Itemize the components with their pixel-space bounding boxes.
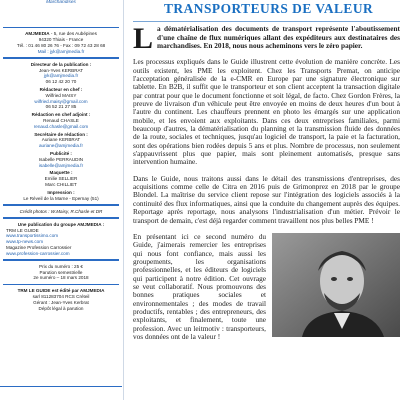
secretary-block (0, 131, 122, 150)
layout-name-2: Marc CHILLIET (45, 181, 77, 187)
author-photo (272, 233, 400, 337)
article-body (133, 22, 400, 341)
publisher-phone: Tél. : 01 46 80 26 76 - Fax : 09 72 43 28 68 (16, 42, 106, 48)
masthead-sidebar (0, 0, 122, 400)
director-block (0, 61, 122, 86)
printer-heading: Impression : (47, 189, 75, 195)
advertising-name: Isabelle PERRAUDIN (38, 156, 84, 162)
printer-block (0, 189, 122, 203)
director-name: Jean-Yves KERBRAT (38, 67, 84, 73)
group-item: TRM LE GUIDE (6, 227, 39, 233)
publisher-email[interactable]: Mail : jyk@amjmedia.fr (37, 48, 85, 54)
edited-by-2: sarl 811283704 RCS Créteil (32, 294, 90, 300)
group-item[interactable]: www.profession-carrossier.com (6, 250, 70, 256)
article-lead (133, 22, 400, 56)
staff-editor-heading: Rédaction en chef adjoint : (31, 112, 91, 118)
divider (3, 259, 119, 260)
advertising-heading: Publicité : (50, 150, 72, 156)
publisher-block (0, 30, 122, 55)
advertising-email[interactable]: isabelle@amjmedia.fr (38, 162, 84, 168)
secretary-name: Auriane KERBRAT (41, 137, 81, 143)
article-title: TRANSPORTEURS DE VALEUR (164, 1, 374, 16)
layout-name-1: Emilie SELLIER (44, 176, 78, 182)
edited-by-3: Gérant : Jean-Yves Kerbrat (33, 300, 89, 306)
director-phone: 06 12 42 20 70 (45, 79, 77, 85)
staff-editor-name: Renaud CHASLE (43, 117, 79, 123)
editor-email[interactable]: wilfried.maisy@gmail.com (34, 98, 88, 104)
editor-phone: 06 52 21 27 85 (45, 104, 77, 110)
group-block (0, 221, 122, 258)
secretary-email[interactable]: auriane@amjmedia.fr (39, 143, 83, 149)
staff-editor-email[interactable]: renaud.chasle@gmail.com (33, 123, 89, 129)
periodicity-1: Parution semestrielle (39, 269, 83, 275)
editorial-article (133, 0, 400, 400)
sidebar-footer-bar (0, 386, 122, 400)
advertising-block (0, 150, 122, 169)
director-heading: Directeur de la publication : (30, 61, 92, 67)
editor-name: Wilfried MAISY (45, 92, 77, 98)
price-block (0, 263, 122, 282)
logo-subtitle: Marchandises (46, 0, 76, 5)
edited-by-1: TRM LE GUIDE est édité par AMJMEDIA (17, 288, 105, 294)
article-paragraph: Dans le Guide, nous traitons aussi dans le détail des transmissions d'entreprises, des acquisitions comme celle de Citra en 2016 puis de Grimonprez en 2018 par le groupe Blondel. La maîtrise du service client repose sur l'intégration des logiciels associés à la continuité des flux informatiques, ainsi que la conduite du changement auprès des équipes. Reportage après reportage, nous analysons l'industrialisation d'un métier. Prévoir le transport de demain, c'est déjà regarder comment travaillent nos plus belles PME ! (133, 173, 400, 225)
divider (3, 204, 119, 205)
price: Prix du numéro : 25 € (39, 263, 83, 269)
article-paragraph: En présentant ici ce second numéro du Guide, j'aimerais remercier les entreprises qui nous font confiance, mais aussi les groupements, les organisations professionnelles, et les éditeurs de logiciels qui participent à notre édition. Cet ouvrage se veut collaboratif. Nous promouvons des bonnes pratiques sociales et environnementales ; des modes de travail productifs, rentables ; des entrepreneurs, des exploitants, et finalement, toute une profession. Avec un leitmotiv : transporteurs, vos données ont de la valeur ! (133, 231, 266, 341)
group-heading: Une publication du groupe AMJMEDIA : (17, 221, 105, 227)
drop-cap: L (133, 22, 154, 56)
edited-by-4: Dépôt légal à parution (38, 305, 84, 311)
closing-section (133, 233, 400, 341)
article-paragraph: Les processus expliqués dans le Guide illustrent cette évolution de manière concrète. Les outils existent, les PME les exploitent. Chez les Transports Premat, on anticipe l'acceptation généralisée de la e-CMR en Europe par une signature électronique sur tablette. En B2B, il suffit que le transporteur et son client acceptent la transaction digitale par contrat pour que le document fonctionne et soit légal, de facto. Chez Gordon Frères, la preuve de livraison d'un véhicule peut être envoyée en moins de deux heures d'un bout à l'autre du continent. Les chauffeurs prennent en photo les émargés sur une application mobile, et les envoient aux exploitants. Dans ces deux entreprises familiales, parmi beaucoup d'autres, la dématérialisation du planning et la transmission fluide des données de la route, sociales et techniques, jusqu'au logiciel de transport, la paie et la facturation, sont des opérations bien rodées depuis 5 ans et plus. Nombre de processus, non seulement s'appauvrissent plus que papier, mais sont pleinement automatisés, presque sans intervention humaine. (133, 57, 400, 167)
group-item[interactable]: www.tp-news.com (6, 239, 44, 245)
layout-heading: Maquette : (49, 170, 73, 176)
publisher-name: AMJMEDIA (25, 31, 50, 37)
divider (3, 217, 119, 218)
group-item: Magazine Profession Carrossier (6, 244, 72, 250)
lead-text: a dématérialisation des documents de transport représente l'aboutissement d'une chaîne de flux numériques allant des expéditeurs aux destinataires des marchandises. En 2018, nous nous acheminons vers le zéro papier. (157, 24, 400, 50)
director-email[interactable]: jyk@amjmedia.fr (43, 73, 79, 79)
secretary-heading: Secrétaire de rédaction : (34, 131, 88, 137)
publisher-address-1: - 5, rue des Aubépines (50, 31, 97, 37)
title-rule (133, 21, 400, 22)
printer-name: Le Réveil de la Marne - Epernay (51) (23, 195, 99, 201)
divider (3, 27, 119, 28)
edited-by-block (0, 287, 122, 312)
editor-block (0, 86, 122, 111)
publisher-address-2: 94320 Thiais - France (38, 37, 84, 43)
editor-heading: Rédacteur en chef : (39, 86, 83, 92)
divider (3, 57, 119, 58)
periodicity-2: 2e numéro – 18 mars 2018 (33, 275, 89, 281)
group-item[interactable]: www.transportissimo.com (6, 233, 59, 239)
layout-block (0, 169, 122, 188)
staff-editor-block (0, 111, 122, 130)
divider (3, 284, 119, 285)
logo-block (0, 0, 122, 25)
photo-credits: Crédit photos : W.Maisy, R.Chasle et DR (19, 208, 103, 214)
column-separator (123, 0, 124, 400)
